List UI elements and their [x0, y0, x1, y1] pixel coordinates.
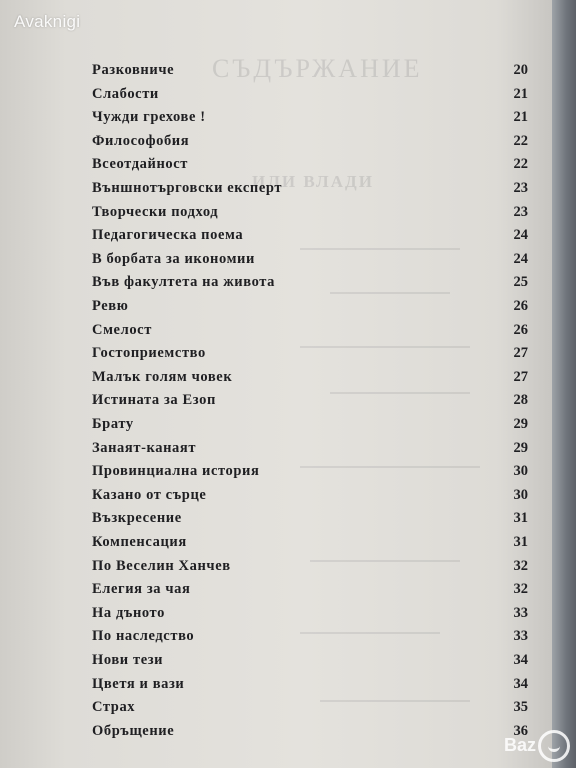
toc-page-number: 30	[513, 486, 528, 503]
toc-title: Ревю	[92, 298, 129, 314]
toc-title: По наследство	[92, 628, 195, 645]
toc-entry	[0, 558, 552, 580]
toc-title: Обръщение	[92, 722, 175, 739]
toc-page-number: 28	[513, 392, 528, 409]
toc-page-number: 32	[513, 581, 528, 598]
toc-title: Занаят-канаят	[92, 439, 197, 456]
toc-entry	[0, 510, 552, 532]
toc-title: Възкресение	[92, 510, 182, 527]
toc-entry	[0, 369, 552, 391]
toc-page-number: 30	[513, 463, 528, 480]
toc-page-number: 25	[513, 274, 528, 291]
toc-entry	[0, 605, 552, 627]
toc-title: Страх	[92, 699, 136, 716]
toc-page-number: 26	[513, 298, 528, 314]
toc-entry	[0, 345, 552, 367]
toc-page-number: 36	[513, 722, 528, 739]
site-logo	[504, 730, 570, 762]
toc-entry	[0, 487, 552, 509]
page-edge	[552, 0, 576, 768]
toc-title: На дъното	[92, 604, 165, 621]
toc-page-number: 23	[513, 180, 528, 196]
toc-title: Цветя и вази	[92, 675, 185, 692]
toc-entry	[0, 322, 552, 344]
toc-page-number: 34	[513, 652, 528, 668]
toc-title: Малък голям човек	[92, 368, 233, 385]
toc-page-number: 27	[513, 345, 528, 362]
toc-title: Педагогическа поема	[92, 227, 244, 244]
toc-title: Брату	[92, 416, 134, 432]
show-through-heading: СЪДЪРЖАНИЕ	[212, 54, 423, 83]
toc-title: Творчески подход	[92, 203, 219, 220]
toc-title: Провинциална история	[92, 463, 260, 480]
toc-title: Нови тези	[92, 652, 164, 668]
toc-page-number: 31	[513, 534, 528, 550]
toc-entry	[0, 204, 552, 226]
toc-page-number: 33	[513, 628, 528, 645]
toc-entry	[0, 676, 552, 698]
toc-entry	[0, 652, 552, 674]
toc-page-number: 21	[513, 85, 528, 102]
logo-circle-icon	[538, 730, 570, 762]
toc-entry	[0, 109, 552, 131]
toc-title: Елегия за чая	[92, 581, 191, 598]
toc-title: Гостоприемство	[92, 345, 206, 362]
toc-entry	[0, 699, 552, 721]
toc-title: Казано от сърце	[92, 486, 207, 503]
toc-title: По Веселин Ханчев	[92, 557, 231, 574]
toc-entry	[0, 298, 552, 320]
toc-entry	[0, 86, 552, 108]
toc-entry	[0, 62, 552, 84]
toc-page-number: 22	[513, 132, 528, 149]
toc-page-number: 21	[513, 109, 528, 126]
toc-page-number: 24	[513, 227, 528, 244]
toc-page-number: 31	[513, 510, 528, 527]
toc-page-number: 24	[513, 250, 528, 267]
toc-page-number: 20	[513, 62, 528, 78]
toc-page-number: 35	[513, 699, 528, 716]
toc-entry	[0, 392, 552, 414]
toc-entry	[0, 274, 552, 296]
logo-text: Baz	[503, 734, 536, 755]
toc-title: Слабости	[92, 85, 159, 102]
toc-entry	[0, 416, 552, 438]
toc-title: В борбата за икономии	[92, 250, 255, 267]
toc-page-number: 29	[513, 439, 528, 456]
toc-page-number: 22	[513, 156, 528, 173]
toc-entry	[0, 723, 552, 745]
toc-entry	[0, 628, 552, 650]
toc-page-number: 29	[513, 416, 528, 432]
toc-entry	[0, 227, 552, 249]
toc-title: Истината за Езоп	[92, 392, 216, 409]
toc-entry	[0, 251, 552, 273]
toc-entry	[0, 440, 552, 462]
toc-page-number: 33	[513, 604, 528, 621]
toc-entry	[0, 156, 552, 178]
toc-entry	[0, 463, 552, 485]
toc-title: Смелост	[92, 321, 152, 338]
toc-page-number: 27	[513, 368, 528, 385]
toc-page-number: 23	[513, 203, 528, 220]
watermark-text: Avaknigi	[14, 12, 81, 31]
toc-title: Всеотдайност	[92, 156, 189, 173]
toc-entry	[0, 133, 552, 155]
toc-title: Компенсация	[92, 534, 187, 550]
toc-entry	[0, 180, 552, 202]
toc-title: Разковниче	[92, 62, 175, 78]
toc-page-number: 34	[513, 675, 528, 692]
toc-title: Чужди грехове !	[92, 109, 206, 126]
toc-entry	[0, 581, 552, 603]
toc-page-number: 32	[513, 557, 528, 574]
toc-title: Във факултета на живота	[92, 274, 276, 291]
show-through-subheading: ИЛИ ВЛАДИ	[252, 172, 374, 191]
toc-page-number: 26	[513, 321, 528, 338]
toc-entry	[0, 534, 552, 556]
toc-title: Философобия	[92, 132, 190, 149]
toc-title: Външнотърговски експерт	[92, 180, 283, 196]
